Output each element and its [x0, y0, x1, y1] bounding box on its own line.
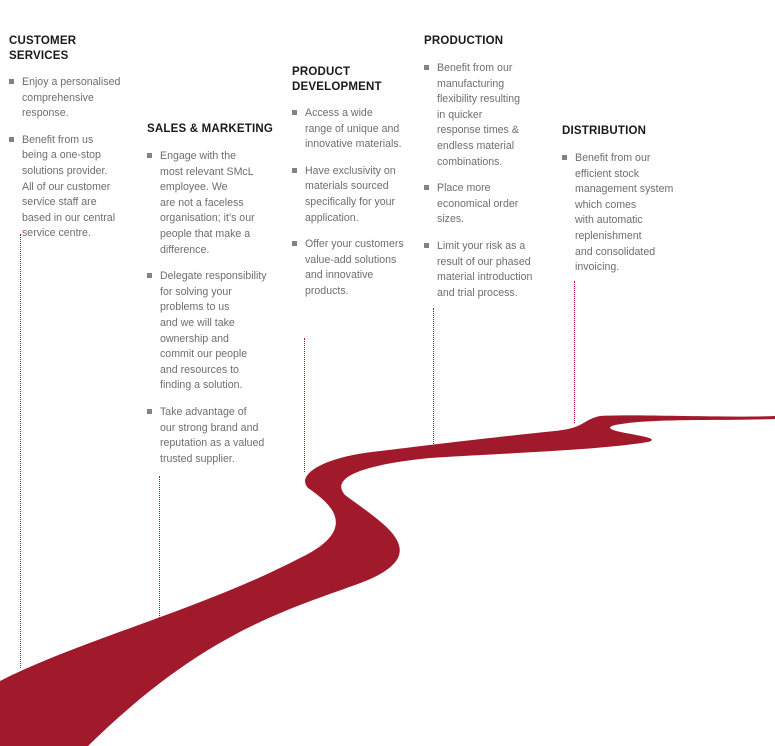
stage-customer-services: [9, 34, 139, 242]
stage-title: PRODUCT DEVELOPMENT: [292, 66, 382, 93]
bullet-item: [292, 164, 422, 226]
bullet-text: Engage with the most relevant SMcL employee. We are not a faceless organisation; it’s our people that make a difference.: [160, 150, 255, 256]
stage-marker-line: [574, 281, 575, 423]
bullet-text: Limit your risk as a result of our phased material introduction and trial process.: [437, 239, 533, 299]
stage-marker-line: [304, 338, 305, 472]
bullet-square-icon: [292, 110, 297, 115]
bullet-square-icon: [424, 243, 429, 248]
bullet-item: [424, 239, 554, 301]
bullet-text: Delegate responsibility for solving your problems to us and we will take ownership and commit our people and resources to finding a solution.: [160, 270, 267, 392]
bullet-item: [292, 237, 422, 299]
bullet-square-icon: [147, 273, 152, 278]
stage-distribution: [562, 124, 702, 276]
bullet-text: Take advantage of our strong brand and reputation as a valued trusted supplier.: [160, 405, 265, 465]
bullet-item: [562, 151, 702, 276]
bullet-item: [147, 269, 287, 394]
stage-sales-marketing: [147, 122, 287, 467]
bullet-square-icon: [292, 241, 297, 246]
road-shape: [0, 415, 775, 746]
bullet-list: [147, 149, 287, 467]
bullet-text: Benefit from us being a one-stop solutions provider. All of our customer service staff are based in our central service centre.: [22, 133, 116, 240]
bullet-list: [424, 61, 554, 301]
bullet-text: Have exclusivity on materials sourced specifically for your application.: [305, 164, 396, 224]
stage-product-development: [292, 65, 422, 300]
bullet-square-icon: [562, 155, 567, 160]
bullet-item: [147, 405, 287, 467]
bullet-list: [292, 106, 422, 300]
stage-production: [424, 34, 554, 301]
stage-marker-line: [20, 234, 21, 668]
bullet-text: Enjoy a personalised comprehensive response.: [22, 76, 121, 120]
stage-title: PRODUCTION: [424, 35, 504, 47]
stage-marker-line: [433, 308, 434, 452]
bullet-text: Place more economical order sizes.: [437, 182, 519, 226]
bullet-item: [147, 149, 287, 258]
bullet-item: [9, 75, 139, 122]
bullet-item: [424, 181, 554, 228]
bullet-text: Access a wide range of unique and innovative materials.: [305, 107, 402, 151]
bullet-square-icon: [9, 79, 14, 84]
bullet-square-icon: [147, 409, 152, 414]
bullet-item: [424, 61, 554, 170]
bullet-list: [9, 75, 139, 242]
bullet-square-icon: [292, 168, 297, 173]
bullet-text: Benefit from our manufacturing flexibility resulting in quicker response times & endless material combinations.: [437, 62, 521, 168]
bullet-square-icon: [424, 65, 429, 70]
stage-title: SALES & MARKETING: [147, 123, 274, 135]
bullet-item: [9, 133, 139, 242]
bullet-square-icon: [9, 137, 14, 142]
stage-title: DISTRIBUTION: [562, 125, 647, 137]
bullet-square-icon: [147, 153, 152, 158]
bullet-item: [292, 106, 422, 153]
bullet-list: [562, 151, 702, 276]
bullet-text: Benefit from our efficient stock management system which comes with automatic replenishment and consolidated invoicing.: [575, 152, 674, 274]
bullet-text: Offer your customers value-add solutions and innovative products.: [305, 238, 404, 297]
stage-marker-line: [159, 476, 160, 620]
bullet-square-icon: [424, 185, 429, 190]
stage-title: CUSTOMER SERVICES: [9, 35, 77, 62]
